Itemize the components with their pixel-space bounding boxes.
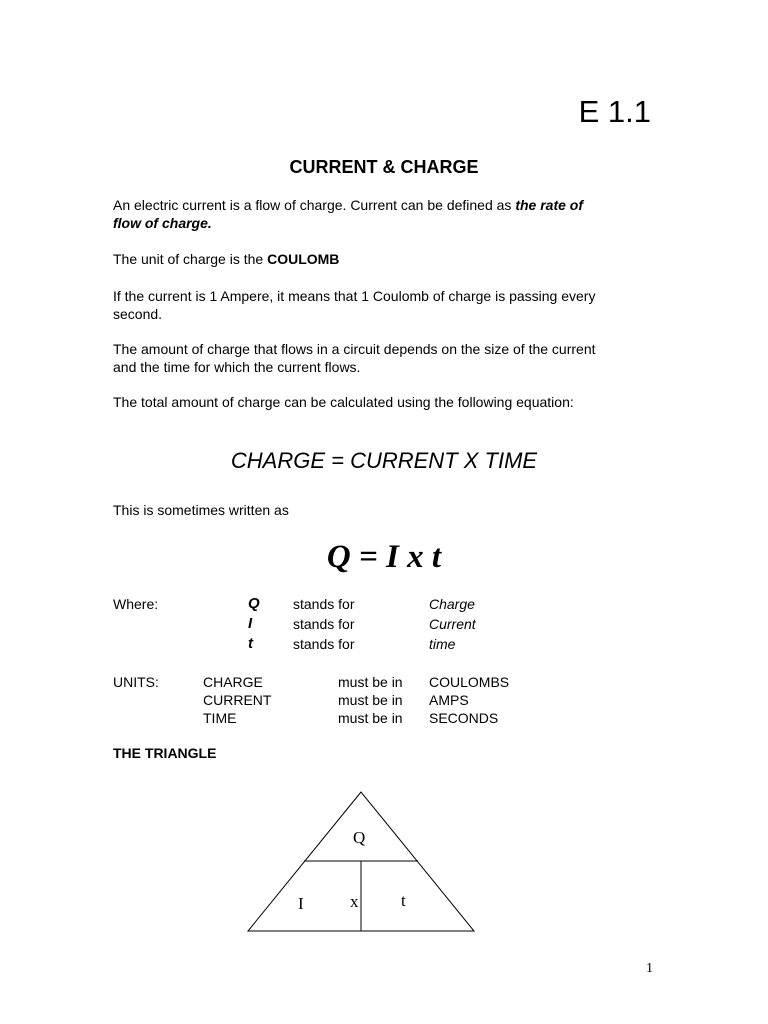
- where-meaning: Charge: [429, 596, 475, 612]
- unit-text: The unit of charge is the: [113, 251, 268, 267]
- where-row-charge: [0, 595, 768, 615]
- ampere-paragraph: [113, 287, 643, 323]
- page-number: 1: [646, 961, 653, 976]
- where-symbol: Q: [248, 595, 260, 612]
- units-verb: must be in: [338, 674, 403, 690]
- units-unit: AMPS: [429, 692, 469, 708]
- triangle-top-label: Q: [353, 828, 366, 847]
- amount-line-1: The amount of charge that flows in a circuit depends on the size of the current: [113, 341, 596, 357]
- units-quantity: CURRENT: [203, 692, 272, 708]
- total-amount-paragraph: The total amount of charge can be calculated using the following equation:: [113, 394, 574, 410]
- where-symbol: t: [248, 635, 253, 652]
- where-label: Where:: [113, 596, 159, 612]
- units-verb: must be in: [338, 692, 403, 708]
- unit-of-charge-paragraph: [113, 250, 643, 268]
- amount-line-2: and the time for which the current flows.: [113, 359, 361, 375]
- where-row-time: [0, 635, 768, 655]
- units-quantity: TIME: [203, 710, 237, 726]
- ampere-line-2: second.: [113, 306, 163, 322]
- amount-paragraph: [113, 340, 643, 376]
- ampere-line-1: If the current is 1 Ampere, it means that 1 Coulomb of charge is passing every: [113, 288, 596, 304]
- intro-text: An electric current is a flow of charge. Current can be defined as: [113, 197, 516, 213]
- intro-paragraph-definition: [113, 196, 643, 232]
- where-meaning: Current: [429, 616, 476, 632]
- where-verb: stands for: [293, 616, 355, 632]
- where-verb: stands for: [293, 636, 355, 652]
- definition-emphasis-2: flow of charge.: [113, 215, 212, 231]
- charge-triangle-diagram: [240, 785, 490, 945]
- word-equation: CHARGE = CURRENT X TIME: [230, 448, 538, 473]
- units-row-time: [0, 709, 768, 727]
- units-row-current: [0, 691, 768, 709]
- where-table: [0, 595, 768, 655]
- units-unit: COULOMBS: [429, 674, 510, 690]
- symbol-equation: Q = I x t: [326, 539, 442, 575]
- definition-emphasis-1: the rate of: [515, 197, 584, 213]
- units-verb: must be in: [338, 710, 403, 726]
- page-code: E 1.1: [578, 94, 651, 129]
- units-quantity: CHARGE: [203, 674, 263, 690]
- triangle-bottom-right-label: t: [401, 891, 406, 910]
- sometimes-written-text: This is sometimes written as: [113, 502, 289, 518]
- page-title: CURRENT & CHARGE: [289, 157, 479, 177]
- triangle-bottom-left-label: I: [298, 894, 304, 913]
- coulomb-term: COULOMB: [267, 251, 340, 267]
- where-row-current: [0, 615, 768, 635]
- units-unit: SECONDS: [429, 710, 499, 726]
- triangle-heading: THE TRIANGLE: [113, 745, 217, 761]
- where-symbol: I: [248, 615, 253, 632]
- where-meaning: time: [429, 636, 456, 652]
- units-row-charge: [0, 673, 768, 691]
- where-verb: stands for: [293, 596, 355, 612]
- units-table: [0, 673, 768, 729]
- units-label: UNITS:: [113, 674, 159, 690]
- triangle-bottom-mid-label: x: [350, 892, 359, 911]
